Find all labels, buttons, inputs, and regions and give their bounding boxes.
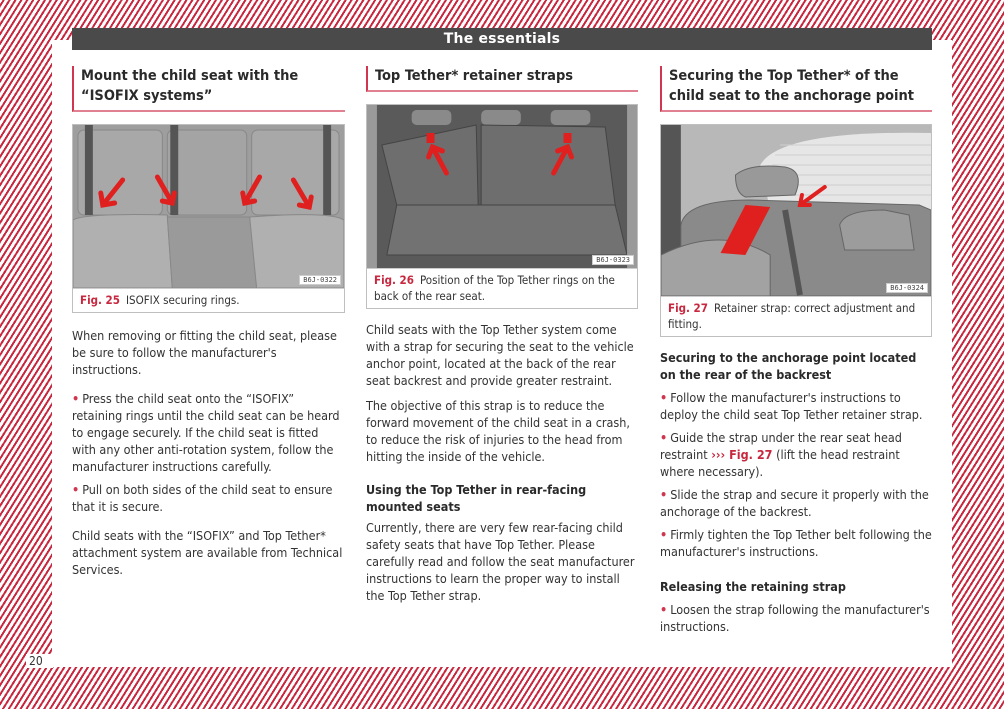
paragraph: The objective of this strap is to reduce the forward movement of the child seat in a crash, to reduce the risk of injuries to the head from hitting the inside of the vehicle. [366, 398, 630, 464]
bullet-icon: • [660, 602, 668, 617]
figure-27 [660, 124, 932, 337]
caption-text: Retainer strap: correct adjustment and fitting. [668, 301, 916, 331]
bullet-item: • Press the child seat onto the “ISOFIX” retaining rings until the child seat can be heard to engage securely. If the child seat is fitted with any other anti-rotation system, follow the manufacturer instructions carefully. [72, 391, 340, 474]
subheading: Securing to the anchorage point located on the rear of the backrest [660, 350, 917, 382]
section-securing-top-tether [660, 66, 932, 635]
retainer-strap-illustration [661, 125, 931, 296]
paragraph: Child seats with the Top Tether system come with a strap for securing the seat to the vehicle anchor point, located at the back of the rear seat backrest and provide greater restraint. [366, 322, 634, 388]
page-number: 20 [26, 654, 53, 668]
outro-paragraph: Child seats with the “ISOFIX” and Top Tether* attachment system are available from Technical Services. [72, 528, 343, 577]
caption-text: ISOFIX securing rings. [125, 293, 240, 307]
figure-image [73, 125, 344, 289]
chapter-header: The essentials [72, 28, 932, 50]
bullet-icon: • [660, 487, 668, 502]
subheading: Releasing the retaining strap [660, 579, 846, 594]
section-title: Securing the Top Tether* of the child seat to the anchorage point [660, 66, 932, 112]
paragraph: Currently, there are very few rear-facing child safety seats that have Top Tether. Please carefully read and follow the seat manufacturer instructions to learn the proper way to install the Top Tether strap. [366, 520, 635, 603]
bullet-item: • Firmly tighten the Top Tether belt following the manufacturer's instructions. [660, 527, 932, 559]
section-title: Top Tether* retainer straps [366, 66, 638, 92]
section-isofix [72, 66, 345, 578]
figure-label: Fig. 26 [374, 273, 414, 287]
section-top-tether [366, 66, 638, 604]
bullet-icon: • [660, 390, 668, 405]
figure-code: B6J-0323 [592, 255, 634, 265]
intro-paragraph: When removing or fitting the child seat, please be sure to follow the manufacturer's instructions. [72, 328, 337, 377]
bullet-item: • Guide the strap under the rear seat head restraint ››› Fig. 27 (lift the head restraint where necessary). [660, 430, 902, 479]
figure-caption [367, 269, 637, 308]
figure-label: Fig. 25 [80, 293, 120, 307]
bullet-icon: • [72, 482, 80, 497]
figure-reference-link[interactable]: ››› Fig. 27 [711, 447, 773, 462]
luggage-compartment-illustration [367, 105, 637, 268]
figure-caption [661, 297, 931, 336]
figure-label: Fig. 27 [668, 301, 708, 315]
bullet-icon: • [660, 527, 668, 542]
bullet-icon: • [660, 430, 668, 445]
rear-seat-illustration [73, 125, 344, 288]
bullet-item: • Loosen the strap following the manufacturer's instructions. [660, 602, 930, 634]
figure-image [661, 125, 931, 297]
figure-26 [366, 104, 638, 309]
section-title: Mount the child seat with the “ISOFIX systems” [72, 66, 345, 112]
figure-image [367, 105, 637, 269]
caption-text: Position of the Top Tether rings on the back of the rear seat. [374, 273, 615, 303]
bullet-item: • Slide the strap and secure it properly with the anchorage of the backrest. [660, 487, 929, 519]
figure-code: B6J-0324 [886, 283, 928, 293]
figure-code: B6J-0322 [299, 275, 341, 285]
figure-caption [73, 289, 344, 312]
subheading: Using the Top Tether in rear-facing mounted seats [366, 482, 587, 514]
bullet-item: • Follow the manufacturer's instructions to deploy the child seat Top Tether retainer strap. [660, 390, 923, 422]
bullet-item: • Pull on both sides of the child seat to ensure that it is secure. [72, 482, 333, 514]
bullet-icon: • [72, 391, 80, 406]
figure-25 [72, 124, 345, 313]
